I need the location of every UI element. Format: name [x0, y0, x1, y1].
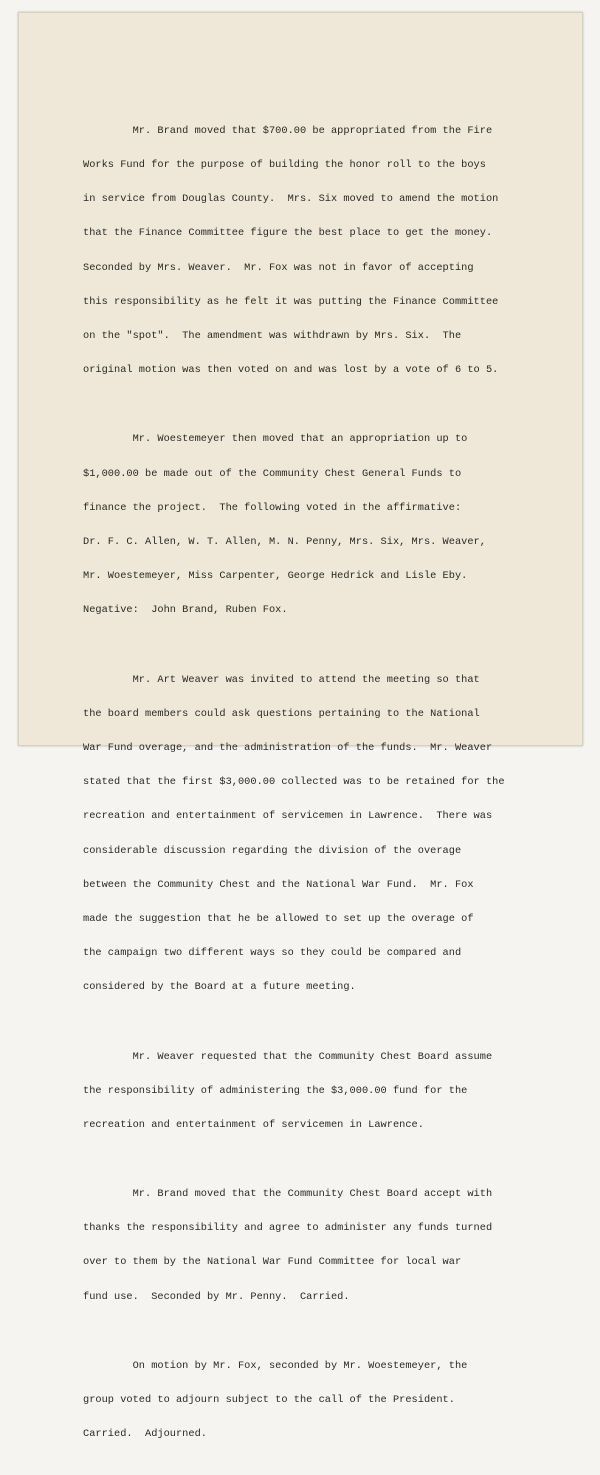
line-text: considered by the Board at a future meeting. — [83, 981, 356, 994]
typed-minutes — [83, 103, 553, 1475]
line-text: Carried. Adjourned. — [83, 1428, 207, 1441]
paragraph-war-fund-discussion — [83, 652, 553, 1017]
paragraph-administering-request — [83, 1029, 553, 1154]
line-text: the responsibility of administering the $3,000.00 fund for the — [83, 1084, 468, 1097]
line-text: stated that the first $3,000.00 collected was to be retained for the — [83, 776, 505, 789]
line-text: recreation and entertainment of servicemen in Lawrence. — [83, 1118, 424, 1131]
paragraph-appropriation-vote — [83, 412, 553, 640]
line-text: that the Finance Committee figure the best place to get the money. — [83, 227, 493, 240]
line-text: On motion by Mr. Fox, seconded by Mr. Woestemeyer, the — [83, 1359, 468, 1372]
line-text: Mr. Art Weaver was invited to attend the meeting so that — [83, 673, 480, 686]
paragraph-adjournment — [83, 1338, 553, 1463]
line-text: the campaign two different ways so they could be compared and — [83, 947, 462, 960]
line-text: finance the project. The following voted in the affirmative: — [83, 501, 462, 514]
line-text: Mr. Woestemeyer then moved that an appropriation up to — [83, 433, 468, 446]
line-text: original motion was then voted on and was lost by a vote of 6 to 5. — [83, 364, 499, 377]
line-text: over to them by the National War Fund Committee for local war — [83, 1256, 462, 1269]
line-text: on the "spot". The amendment was withdrawn by Mrs. Six. The — [83, 330, 462, 343]
line-text: Mr. Brand moved that the Community Chest Board accept with — [83, 1187, 493, 1200]
line-text: the board members could ask questions pertaining to the National — [83, 707, 480, 720]
line-text: considerable discussion regarding the division of the overage — [83, 844, 462, 857]
line-text: Mr. Weaver requested that the Community Chest Board assume — [83, 1050, 493, 1063]
line-text: thanks the responsibility and agree to administer any funds turned — [83, 1222, 493, 1235]
line-text: War Fund overage, and the administration of the funds. Mr. Weaver — [83, 741, 493, 754]
document-page — [18, 12, 583, 1441]
line-text: group voted to adjourn subject to the call of the President. — [83, 1393, 455, 1406]
line-text: Negative: John Brand, Ruben Fox. — [83, 604, 288, 617]
line-text: fund use. Seconded by Mr. Penny. Carried. — [83, 1290, 350, 1303]
line-text: made the suggestion that he be allowed to set up the overage of — [83, 913, 474, 926]
line-text: Mr. Brand moved that $700.00 be appropriated from the Fire — [83, 124, 493, 137]
line-text: Works Fund for the purpose of building the honor roll to the boys — [83, 159, 486, 172]
line-text: Dr. F. C. Allen, W. T. Allen, M. N. Penny, Mrs. Six, Mrs. Weaver, — [83, 536, 486, 549]
line-text: this responsibility as he felt it was putting the Finance Committee — [83, 295, 499, 308]
line-text: $1,000.00 be made out of the Community Chest General Funds to — [83, 467, 462, 480]
line-text: Seconded by Mrs. Weaver. Mr. Fox was not in favor of accepting — [83, 261, 474, 274]
line-text: recreation and entertainment of servicemen in Lawrence. There was — [83, 810, 493, 823]
paragraph-board-acceptance — [83, 1166, 553, 1326]
line-text: Mr. Woestemeyer, Miss Carpenter, George Hedrick and Lisle Eby. — [83, 570, 468, 583]
line-text: between the Community Chest and the National War Fund. Mr. Fox — [83, 878, 474, 891]
paragraph-fire-works-motion — [83, 103, 553, 400]
line-text: in service from Douglas County. Mrs. Six moved to amend the motion — [83, 193, 499, 206]
